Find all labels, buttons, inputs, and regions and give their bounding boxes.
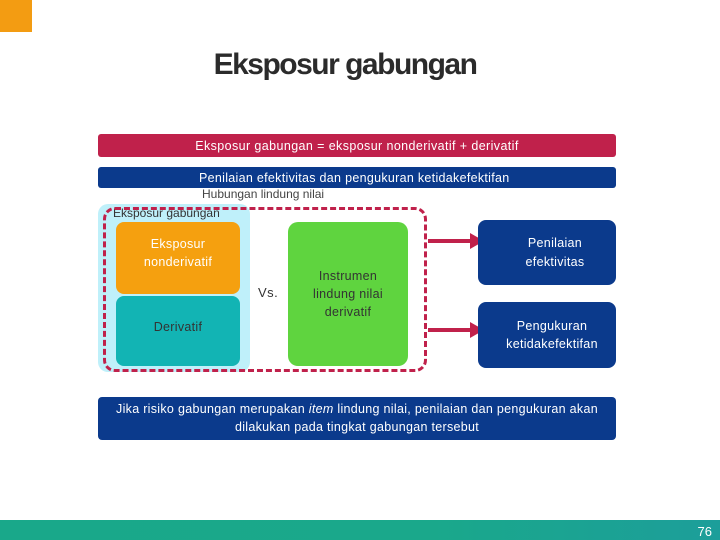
ineffectiveness-text: Pengukuran ketidakefektifan	[506, 318, 598, 351]
versus-label: Vs.	[258, 285, 279, 300]
aggregated-exposure-label: Eksposur gabungan	[113, 206, 220, 220]
note-text	[106, 401, 608, 436]
effectiveness-text: Penilaian efektivitas	[525, 236, 585, 269]
note-text-start: Jika risiko gabungan merupakan	[116, 402, 309, 416]
hedging-instrument-text: Instrumen lindung nilai derivatif	[313, 268, 383, 320]
footer-bar	[0, 520, 720, 540]
formula-text: Eksposur gabungan = eksposur nonderivatif + derivatif	[195, 138, 519, 153]
page-title: Eksposur gabungan	[213, 48, 477, 81]
derivative-text: Derivatif	[153, 320, 203, 334]
hedge-relationship-label: Hubungan lindung nilai	[202, 187, 325, 201]
note-text-end: lindung nilai, penilaian dan pengukuran akan dilakukan pada tingkat gabungan tersebut	[234, 402, 598, 434]
effectiveness-assessment-box	[478, 220, 616, 285]
note-bar	[98, 397, 616, 440]
ineffectiveness-measurement-box	[478, 302, 616, 368]
arrow-to-ineffectiveness	[428, 322, 484, 338]
arrow-to-effectiveness	[428, 233, 484, 249]
note-text-italic: item	[308, 402, 334, 416]
nonderivative-text: Eksposur nonderivatif	[143, 236, 213, 269]
page-number: 76	[697, 524, 712, 539]
assessment-text: Penilaian efektivitas dan pengukuran ketidakefektifan	[199, 170, 510, 185]
